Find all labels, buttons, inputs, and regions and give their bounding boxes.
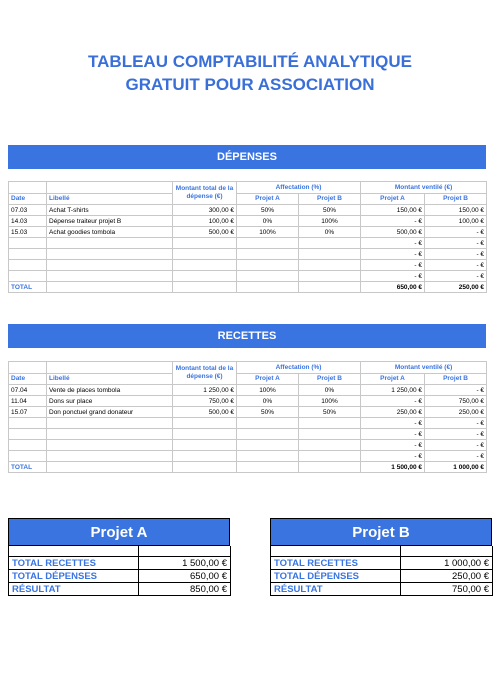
affectation-a-cell: 50% xyxy=(237,205,299,216)
table-row xyxy=(9,418,487,429)
montant-cell: 750,00 € xyxy=(173,396,237,407)
ventile-b-cell: 750,00 € xyxy=(425,396,487,407)
ventile-b-cell: 150,00 € xyxy=(425,205,487,216)
affectation-a-cell: 0% xyxy=(237,396,299,407)
projet-b-resultat-label: RÉSULTAT xyxy=(271,583,401,596)
ventile-a-cell: - € xyxy=(361,216,425,227)
ventile-a-cell: 250,00 € xyxy=(361,407,425,418)
ventile-a-cell: - € xyxy=(361,260,425,271)
libelle-cell xyxy=(47,429,173,440)
date-cell: 15.03 xyxy=(9,227,47,238)
projet-b-resultat-value: 750,00 € xyxy=(401,583,493,596)
libelle-cell xyxy=(47,418,173,429)
total-a-value: 650,00 € xyxy=(361,282,425,293)
table-row xyxy=(9,227,487,238)
projet-a-total-depenses-label: TOTAL DÉPENSES xyxy=(9,570,139,583)
affectation-a-header: Projet A xyxy=(237,193,299,205)
table-row xyxy=(9,451,487,462)
affectation-a-cell xyxy=(237,249,299,260)
blank-header-cell xyxy=(9,182,47,194)
table-row xyxy=(9,216,487,227)
affectation-a-header: Projet A xyxy=(237,373,299,385)
affectation-a-cell xyxy=(237,260,299,271)
total-blank-cell xyxy=(299,462,361,473)
projet-a-total-recettes-value: 1 500,00 € xyxy=(139,557,231,570)
affectation-header: Affectation (%) xyxy=(237,182,361,194)
montant-total-header: Montant total de la dépense (€) xyxy=(173,362,237,385)
affectation-b-cell: 100% xyxy=(299,216,361,227)
libelle-cell xyxy=(47,260,173,271)
blank-header-cell xyxy=(47,362,173,374)
total-row xyxy=(9,462,487,473)
recettes-table xyxy=(8,361,487,473)
montant-cell: 500,00 € xyxy=(173,227,237,238)
recettes-table-body xyxy=(9,362,487,473)
date-header: Date xyxy=(9,193,47,205)
total-blank-cell xyxy=(237,462,299,473)
affectation-b-cell xyxy=(299,429,361,440)
ventile-header: Montant ventilé (€) xyxy=(361,182,487,194)
projet-a-resultat-row xyxy=(9,583,231,596)
ventile-a-cell: - € xyxy=(361,429,425,440)
affectation-a-cell xyxy=(237,238,299,249)
date-cell xyxy=(9,271,47,282)
ventile-b-cell: - € xyxy=(425,440,487,451)
total-b-value: 250,00 € xyxy=(425,282,487,293)
montant-cell: 500,00 € xyxy=(173,407,237,418)
projet-b-total-recettes-row xyxy=(271,557,493,570)
header-row xyxy=(9,193,487,205)
affectation-b-cell xyxy=(299,440,361,451)
ventile-b-cell: 100,00 € xyxy=(425,216,487,227)
affectation-b-cell: 100% xyxy=(299,396,361,407)
montant-cell xyxy=(173,260,237,271)
ventile-b-cell: - € xyxy=(425,271,487,282)
ventile-b-cell: - € xyxy=(425,451,487,462)
ventile-a-header: Projet A xyxy=(361,373,425,385)
montant-cell: 100,00 € xyxy=(173,216,237,227)
affectation-b-cell: 0% xyxy=(299,227,361,238)
ventile-a-cell: - € xyxy=(361,249,425,260)
libelle-header: Libellé xyxy=(47,373,173,385)
ventile-a-cell: - € xyxy=(361,271,425,282)
libelle-cell xyxy=(47,451,173,462)
ventile-a-header: Projet A xyxy=(361,193,425,205)
montant-cell: 300,00 € xyxy=(173,205,237,216)
libelle-cell xyxy=(47,238,173,249)
affectation-b-cell xyxy=(299,451,361,462)
table-row xyxy=(9,440,487,451)
table-row xyxy=(9,385,487,396)
date-cell xyxy=(9,260,47,271)
projet-b-resultat-row xyxy=(271,583,493,596)
libelle-cell: Vente de places tombola xyxy=(47,385,173,396)
ventile-b-cell: - € xyxy=(425,249,487,260)
affectation-b-cell: 0% xyxy=(299,385,361,396)
date-cell xyxy=(9,451,47,462)
montant-cell xyxy=(173,440,237,451)
blank-header-cell xyxy=(47,182,173,194)
date-cell: 14.03 xyxy=(9,216,47,227)
date-cell xyxy=(9,429,47,440)
table-row xyxy=(9,238,487,249)
recettes-heading: RECETTES xyxy=(8,324,486,348)
total-b-value: 1 000,00 € xyxy=(425,462,487,473)
affectation-a-cell: 0% xyxy=(237,216,299,227)
projet-a-resultat-label: RÉSULTAT xyxy=(9,583,139,596)
depenses-table-body xyxy=(9,182,487,293)
ventile-a-cell: - € xyxy=(361,418,425,429)
page-title-line2: GRATUIT POUR ASSOCIATION xyxy=(125,75,375,94)
date-header: Date xyxy=(9,373,47,385)
ventile-b-cell: - € xyxy=(425,227,487,238)
date-cell: 07.04 xyxy=(9,385,47,396)
affectation-a-cell xyxy=(237,451,299,462)
affectation-b-cell xyxy=(299,249,361,260)
ventile-b-cell: - € xyxy=(425,260,487,271)
header-row xyxy=(9,362,487,374)
libelle-header: Libellé xyxy=(47,193,173,205)
montant-cell xyxy=(173,249,237,260)
libelle-cell: Achat T-shirts xyxy=(47,205,173,216)
projet-a-total-recettes-row xyxy=(9,557,231,570)
table-row xyxy=(9,260,487,271)
affectation-b-cell xyxy=(299,238,361,249)
table-row xyxy=(9,407,487,418)
libelle-cell xyxy=(47,440,173,451)
affectation-b-cell: 50% xyxy=(299,407,361,418)
date-cell: 11.04 xyxy=(9,396,47,407)
date-cell xyxy=(9,238,47,249)
affectation-a-cell xyxy=(237,418,299,429)
affectation-a-cell: 100% xyxy=(237,227,299,238)
total-blank-cell xyxy=(299,282,361,293)
date-cell: 15.07 xyxy=(9,407,47,418)
affectation-b-header: Projet B xyxy=(299,373,361,385)
affectation-header: Affectation (%) xyxy=(237,362,361,374)
total-blank-cell xyxy=(47,462,173,473)
affectation-a-cell xyxy=(237,271,299,282)
ventile-a-cell: 1 250,00 € xyxy=(361,385,425,396)
date-cell xyxy=(9,249,47,260)
total-row xyxy=(9,282,487,293)
depenses-table xyxy=(8,181,487,293)
ventile-a-cell: - € xyxy=(361,396,425,407)
montant-cell: 1 250,00 € xyxy=(173,385,237,396)
projet-a-summary xyxy=(8,518,230,596)
ventile-b-cell: - € xyxy=(425,385,487,396)
projet-b-total-depenses-value: 250,00 € xyxy=(401,570,493,583)
projet-a-resultat-value: 850,00 € xyxy=(139,583,231,596)
total-blank-cell xyxy=(47,282,173,293)
table-row xyxy=(9,429,487,440)
total-blank-cell xyxy=(173,282,237,293)
affectation-b-header: Projet B xyxy=(299,193,361,205)
projet-a-total-depenses-value: 650,00 € xyxy=(139,570,231,583)
table-row xyxy=(9,396,487,407)
ventile-b-header: Projet B xyxy=(425,193,487,205)
libelle-cell: Don ponctuel grand donateur xyxy=(47,407,173,418)
ventile-a-cell: - € xyxy=(361,451,425,462)
ventile-a-cell: - € xyxy=(361,440,425,451)
date-cell xyxy=(9,440,47,451)
projet-b-summary xyxy=(270,518,492,596)
ventile-a-cell: 150,00 € xyxy=(361,205,425,216)
total-blank-cell xyxy=(173,462,237,473)
projet-a-total-recettes-label: TOTAL RECETTES xyxy=(9,557,139,570)
montant-cell xyxy=(173,429,237,440)
total-a-value: 1 500,00 € xyxy=(361,462,425,473)
ventile-a-cell: - € xyxy=(361,238,425,249)
table-row xyxy=(9,271,487,282)
montant-total-header: Montant total de la dépense (€) xyxy=(173,182,237,205)
projet-a-total-depenses-row xyxy=(9,570,231,583)
ventile-b-cell: - € xyxy=(425,429,487,440)
affectation-b-cell xyxy=(299,260,361,271)
affectation-a-cell: 50% xyxy=(237,407,299,418)
depenses-heading: DÉPENSES xyxy=(8,145,486,169)
montant-cell xyxy=(173,238,237,249)
page-title xyxy=(0,50,500,96)
table-row xyxy=(9,249,487,260)
ventile-a-cell: 500,00 € xyxy=(361,227,425,238)
affectation-a-cell xyxy=(237,429,299,440)
projet-b-total-depenses-row xyxy=(271,570,493,583)
ventile-b-cell: - € xyxy=(425,238,487,249)
header-row xyxy=(9,373,487,385)
libelle-cell: Dépense traiteur projet B xyxy=(47,216,173,227)
ventile-header: Montant ventilé (€) xyxy=(361,362,487,374)
page-title-line1: TABLEAU COMPTABILITÉ ANALYTIQUE xyxy=(88,52,412,71)
libelle-cell xyxy=(47,271,173,282)
montant-cell xyxy=(173,418,237,429)
projet-b-total-depenses-label: TOTAL DÉPENSES xyxy=(271,570,401,583)
total-label: TOTAL xyxy=(9,282,47,293)
affectation-b-cell xyxy=(299,418,361,429)
ventile-b-header: Projet B xyxy=(425,373,487,385)
libelle-cell xyxy=(47,249,173,260)
date-cell: 07.03 xyxy=(9,205,47,216)
date-cell xyxy=(9,418,47,429)
affectation-b-cell xyxy=(299,271,361,282)
libelle-cell: Achat goodies tombola xyxy=(47,227,173,238)
projet-b-total-recettes-label: TOTAL RECETTES xyxy=(271,557,401,570)
table-row xyxy=(9,205,487,216)
affectation-a-cell xyxy=(237,440,299,451)
libelle-cell: Dons sur place xyxy=(47,396,173,407)
montant-cell xyxy=(173,271,237,282)
total-blank-cell xyxy=(237,282,299,293)
projet-b-total-recettes-value: 1 000,00 € xyxy=(401,557,493,570)
projet-b-title: Projet B xyxy=(270,518,492,546)
ventile-b-cell: - € xyxy=(425,418,487,429)
total-label: TOTAL xyxy=(9,462,47,473)
blank-header-cell xyxy=(9,362,47,374)
ventile-b-cell: 250,00 € xyxy=(425,407,487,418)
affectation-b-cell: 50% xyxy=(299,205,361,216)
affectation-a-cell: 100% xyxy=(237,385,299,396)
montant-cell xyxy=(173,451,237,462)
header-row xyxy=(9,182,487,194)
projet-a-title: Projet A xyxy=(8,518,230,546)
